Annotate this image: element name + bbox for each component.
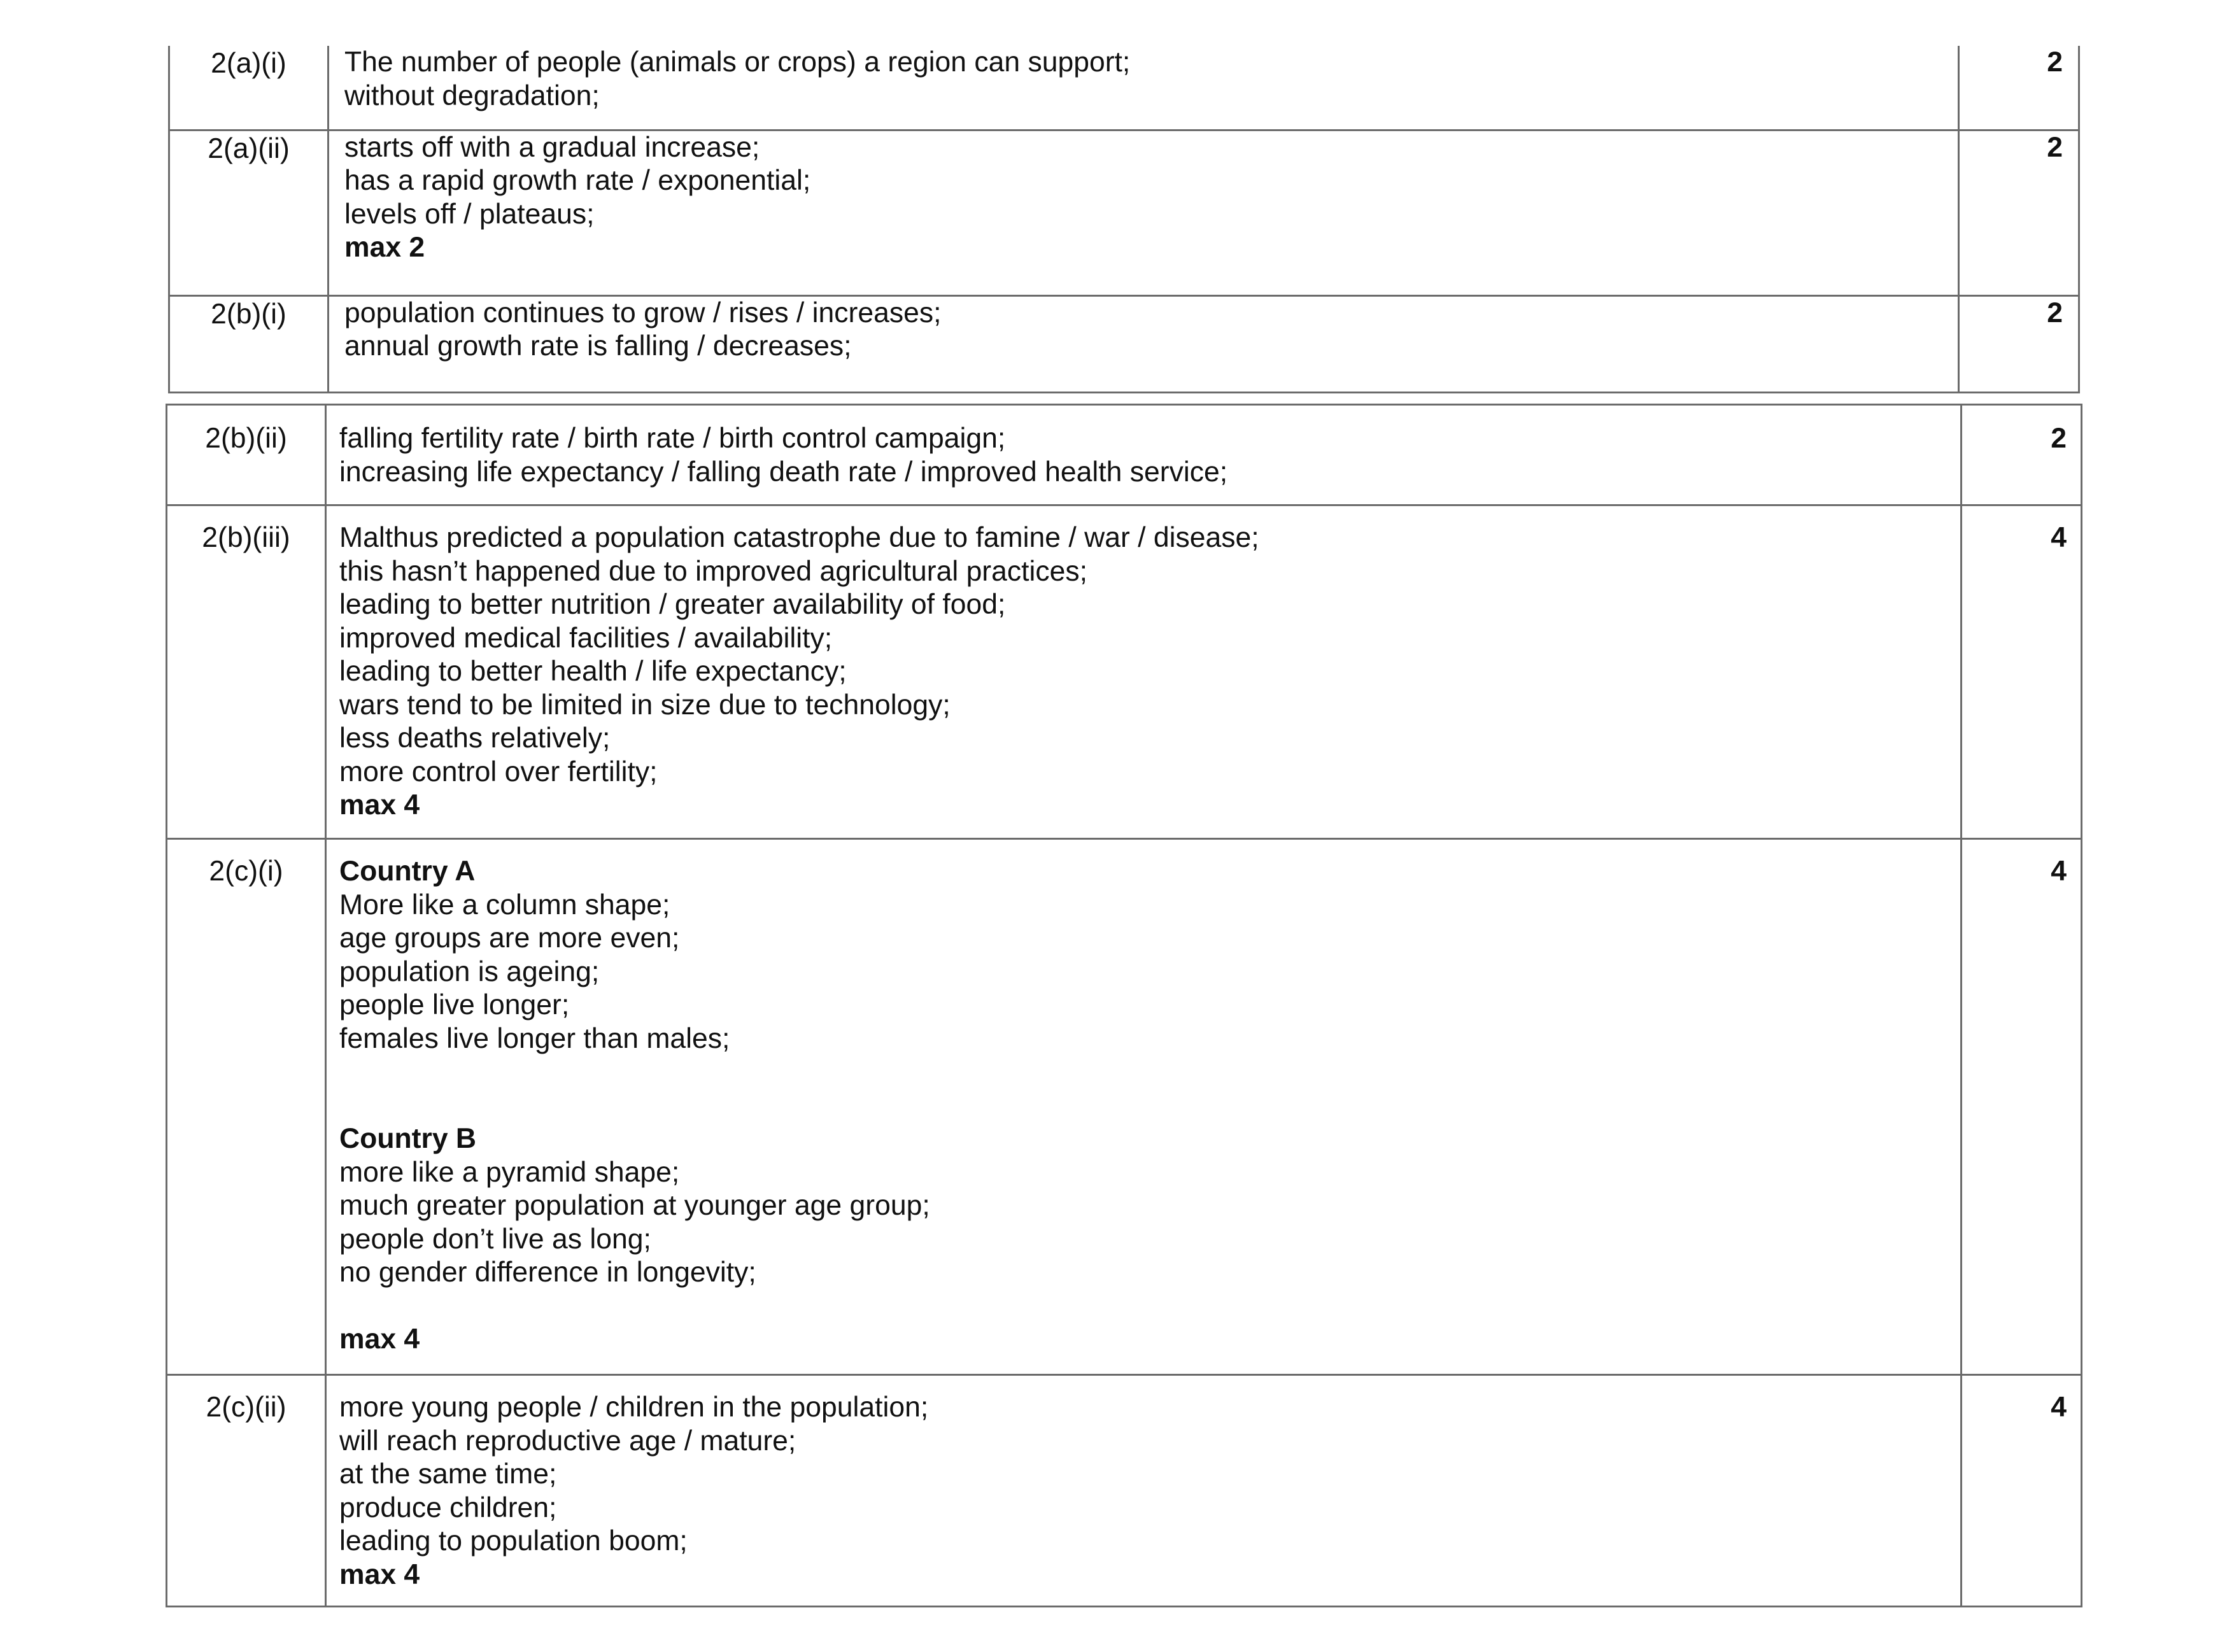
answer-line: more young people / children in the population; bbox=[339, 1392, 929, 1423]
answer-line: population continues to grow / rises / increases; bbox=[344, 297, 942, 328]
table-row bbox=[167, 1375, 2082, 1607]
answer-line: Malthus predicted a population catastrophe due to famine / war / disease; bbox=[339, 522, 1259, 553]
max-note: max 2 bbox=[344, 232, 425, 263]
answer-line: more like a pyramid shape; bbox=[339, 1156, 680, 1188]
answer-line: less deaths relatively; bbox=[339, 723, 611, 754]
question-number: 2(a)(i) bbox=[169, 46, 329, 130]
marks-value: 4 bbox=[1962, 505, 2082, 839]
answer-line: age groups are more even; bbox=[339, 922, 680, 954]
answer-line: falling fertility rate / birth rate / birth control campaign; bbox=[339, 423, 1006, 454]
answer-line: no gender difference in longevity; bbox=[339, 1257, 756, 1288]
answer-line: people live longer; bbox=[339, 989, 570, 1020]
marks-value: 4 bbox=[1962, 839, 2082, 1375]
question-number: 2(b)(ii) bbox=[167, 405, 326, 505]
answer-line: this hasn’t happened due to improved agricultural practices; bbox=[339, 555, 1087, 587]
answer-cell bbox=[326, 1375, 1962, 1607]
answer-cell bbox=[329, 46, 1959, 130]
country-a-heading: Country A bbox=[339, 856, 476, 887]
answer-line: The number of people (animals or crops) a region can support; bbox=[344, 46, 1131, 78]
answer-line: starts off with a gradual increase; bbox=[344, 131, 760, 163]
answer-line: More like a column shape; bbox=[339, 889, 670, 921]
answer-line: at the same time; bbox=[339, 1458, 557, 1490]
question-number: 2(c)(ii) bbox=[167, 1375, 326, 1607]
answer-line: without degradation; bbox=[344, 80, 600, 111]
question-number: 2(b)(iii) bbox=[167, 505, 326, 839]
answer-line: will reach reproductive age / mature; bbox=[339, 1425, 796, 1457]
spacer bbox=[339, 1055, 1948, 1122]
max-note: max 4 bbox=[339, 1323, 420, 1355]
marks-value: 2 bbox=[1962, 405, 2082, 505]
table-row bbox=[169, 295, 2079, 392]
mark-scheme-table-upper bbox=[168, 46, 2080, 393]
answer-line: annual growth rate is falling / decreases; bbox=[344, 330, 852, 362]
answer-line: improved medical facilities / availability; bbox=[339, 622, 833, 654]
answer-cell bbox=[329, 130, 1959, 295]
answer-line: females live longer than males; bbox=[339, 1022, 730, 1054]
max-note: max 4 bbox=[339, 1558, 420, 1590]
answer-line: leading to better health / life expectancy; bbox=[339, 656, 847, 687]
answer-line: people don’t live as long; bbox=[339, 1223, 651, 1255]
table-row bbox=[169, 130, 2079, 295]
answer-line: population is ageing; bbox=[339, 956, 600, 987]
answer-cell bbox=[326, 839, 1962, 1375]
answer-line: produce children; bbox=[339, 1492, 557, 1523]
marks-value: 2 bbox=[1959, 295, 2079, 392]
answer-line: increasing life expectancy / falling death rate / improved health service; bbox=[339, 456, 1228, 488]
answer-cell bbox=[326, 405, 1962, 505]
mark-scheme-table-lower bbox=[166, 404, 2082, 1607]
question-number: 2(a)(ii) bbox=[169, 130, 329, 295]
answer-line: leading to population boom; bbox=[339, 1525, 688, 1557]
marks-value: 2 bbox=[1959, 130, 2079, 295]
table-row bbox=[169, 46, 2079, 130]
answer-line: wars tend to be limited in size due to technology; bbox=[339, 689, 951, 721]
answer-line: more control over fertility; bbox=[339, 756, 658, 787]
marks-value: 4 bbox=[1962, 1375, 2082, 1607]
max-note: max 4 bbox=[339, 789, 420, 821]
marks-value: 2 bbox=[1959, 46, 2079, 130]
question-number: 2(b)(i) bbox=[169, 295, 329, 392]
table-row bbox=[167, 839, 2082, 1375]
answer-line: has a rapid growth rate / exponential; bbox=[344, 165, 811, 196]
answer-cell bbox=[326, 505, 1962, 839]
question-number: 2(c)(i) bbox=[167, 839, 326, 1375]
country-b-heading: Country B bbox=[339, 1123, 477, 1154]
answer-line: levels off / plateaus; bbox=[344, 198, 595, 230]
spacer bbox=[339, 1290, 1948, 1323]
answer-line: leading to better nutrition / greater availability of food; bbox=[339, 589, 1006, 620]
answer-cell bbox=[329, 295, 1959, 392]
answer-line: much greater population at younger age group; bbox=[339, 1190, 930, 1221]
table-row bbox=[167, 405, 2082, 505]
table-row bbox=[167, 505, 2082, 839]
